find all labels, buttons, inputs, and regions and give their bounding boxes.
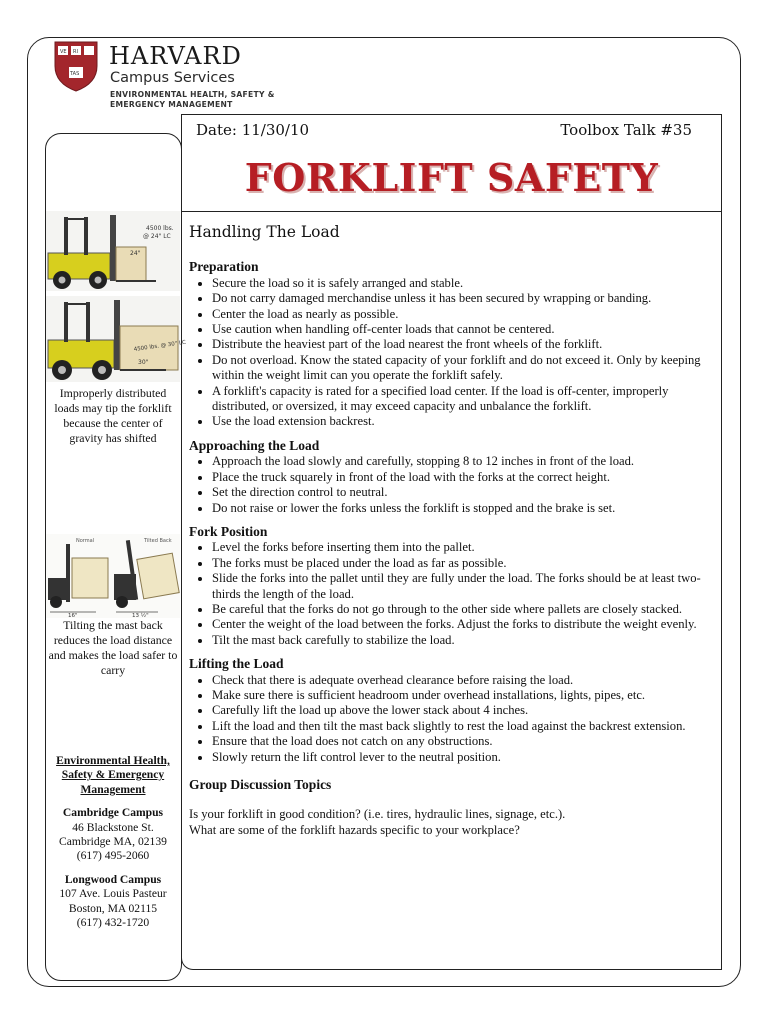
list-item: • Place the truck squarely in front of the load with the forks at the correct height. — [212, 470, 719, 485]
list-item: • Slowly return the lift control lever to the neutral position. — [212, 750, 719, 765]
caption-improper-load: Improperly distributed loads may tip the forklift because the center of gravity has shifted — [54, 386, 172, 445]
campus-name: Cambridge Campus — [62, 806, 164, 820]
list-item: • Use the load extension backrest. — [212, 414, 719, 429]
svg-text:VE: VE — [60, 49, 67, 55]
list-item: • Be careful that the forks do not go through to the other side where pallets are closely stacked. — [212, 602, 719, 617]
list-item: • Do not overload. Know the stated capacity of your forklift and do not exceed it. Only by keeping within the weight limit can you operate the forklift safely. — [212, 353, 719, 384]
org-name: HARVARD — [109, 42, 242, 70]
list-item: • Check that there is adequate overhead clearance before raising the load. — [212, 673, 719, 688]
talk-date: Date: 11/30/10 — [196, 121, 310, 139]
list-item: • Carefully lift the load up above the lower stack about 4 inches. — [212, 703, 719, 718]
bullet-list — [189, 276, 719, 430]
contact-heading: Environmental Health, Safety & Emergency Management — [56, 754, 170, 796]
harvard-shield-logo — [53, 40, 99, 92]
list-item: • The forks must be placed under the load as far as possible. — [212, 556, 719, 571]
subsection-title: Preparation — [189, 259, 259, 275]
list-item: • A forklift's capacity is rated for a specified load center. If the load is off-center, improperly distributed, or oversized, it may exceed capacity and unbalance the forklift. — [212, 384, 719, 415]
list-item: • Center the weight of the load between the forks. Adjust the forks to distribute the weight evenly. — [212, 617, 719, 632]
campus-address: 107 Ave. Louis Pasteur — [59, 887, 167, 901]
caption-tilt-mast: Tilting the mast back reduces the load distance and makes the load safer to carry — [48, 618, 178, 677]
campus-city: Boston, MA 02115 — [68, 901, 158, 915]
campus-phone: (617) 495-2060 — [76, 849, 150, 863]
list-item: • Do not carry damaged merchandise unless it has been secured by wrapping or banding. — [212, 291, 719, 306]
subsection-title: Fork Position — [189, 523, 268, 539]
campus-name: Longwood Campus — [64, 872, 162, 886]
bullet-list — [189, 454, 719, 516]
discussion-title: Group Discussion Topics — [189, 777, 332, 792]
list-item: • Secure the load so it is safely arranged and stable. — [212, 276, 719, 291]
svg-text:Tilted Back: Tilted Back — [144, 538, 172, 544]
subsection-title: Lifting the Load — [189, 656, 284, 672]
toolbox-talk-number: Toolbox Talk #35 — [560, 121, 692, 139]
discussion-question: Is your forklift in good condition? (i.e. tires, hydraulic lines, signage, etc.). — [189, 807, 566, 822]
forklift-offcenter-load-image — [46, 296, 187, 382]
page-title: FORKLIFT SAFETY — [244, 155, 659, 200]
list-item: • Do not raise or lower the forks unless the forklift is stopped and the brake is set. — [212, 501, 719, 516]
svg-text:30": 30" — [138, 359, 149, 366]
discussion-question: What are some of the forklift hazards specific to your workplace? — [189, 822, 520, 837]
svg-text:TAS: TAS — [70, 71, 80, 77]
list-item: • Lift the load and then tilt the mast back slightly to rest the load against the backrest extension. — [212, 719, 719, 734]
list-item: • Center the load as nearly as possible. — [212, 307, 719, 322]
list-item: • Make sure there is sufficient headroom under overhead installations, lights, pipes, etc. — [212, 688, 719, 703]
svg-text:Normal: Normal — [76, 538, 95, 544]
svg-text:16": 16" — [68, 613, 78, 619]
list-item: • Tilt the mast back carefully to stabilize the load. — [212, 633, 719, 648]
list-item: • Ensure that the load does not catch on any obstructions. — [212, 734, 719, 749]
list-item: • Set the direction control to neutral. — [212, 485, 719, 500]
org-department: ENVIRONMENTAL HEALTH, SAFETY & EMERGENCY MANAGEMENT — [110, 90, 275, 109]
svg-text:13 ½": 13 ½" — [132, 613, 149, 619]
section-heading: Handling The Load — [189, 223, 340, 241]
org-subtitle: Campus Services — [110, 70, 235, 86]
list-item: • Distribute the heaviest part of the load nearest the front wheels of the forklift. — [212, 337, 719, 352]
campus-address: 46 Blackstone St. — [72, 820, 154, 834]
campus-phone: (617) 432-1720 — [76, 916, 150, 930]
svg-text:24": 24" — [130, 250, 141, 257]
bullet-list — [189, 673, 719, 765]
list-item: • Slide the forks into the pallet until they are fully under the load. The forks should be at least two-thirds the length of the load. — [212, 571, 719, 602]
svg-text:4500 lbs.: 4500 lbs. — [146, 225, 174, 232]
forklift-centered-load-image — [46, 211, 180, 291]
svg-text:@ 24" LC: @ 24" LC — [143, 233, 171, 240]
svg-text:4500 lbs. @ 30" LC: 4500 lbs. @ 30" LC — [133, 339, 187, 353]
list-item: • Use caution when handling off-center loads that cannot be centered. — [212, 322, 719, 337]
mast-tilt-comparison-image — [46, 534, 180, 618]
list-item: • Level the forks before inserting them into the pallet. — [212, 540, 719, 555]
contact-info — [48, 754, 178, 930]
subsection-title: Approaching the Load — [189, 437, 320, 453]
list-item: • Approach the load slowly and carefully, stopping 8 to 12 inches in front of the load. — [212, 454, 719, 469]
bullet-list — [189, 540, 719, 648]
svg-text:RI: RI — [73, 49, 78, 55]
campus-city: Cambridge MA, 02139 — [59, 835, 167, 849]
main-content — [189, 225, 719, 838]
